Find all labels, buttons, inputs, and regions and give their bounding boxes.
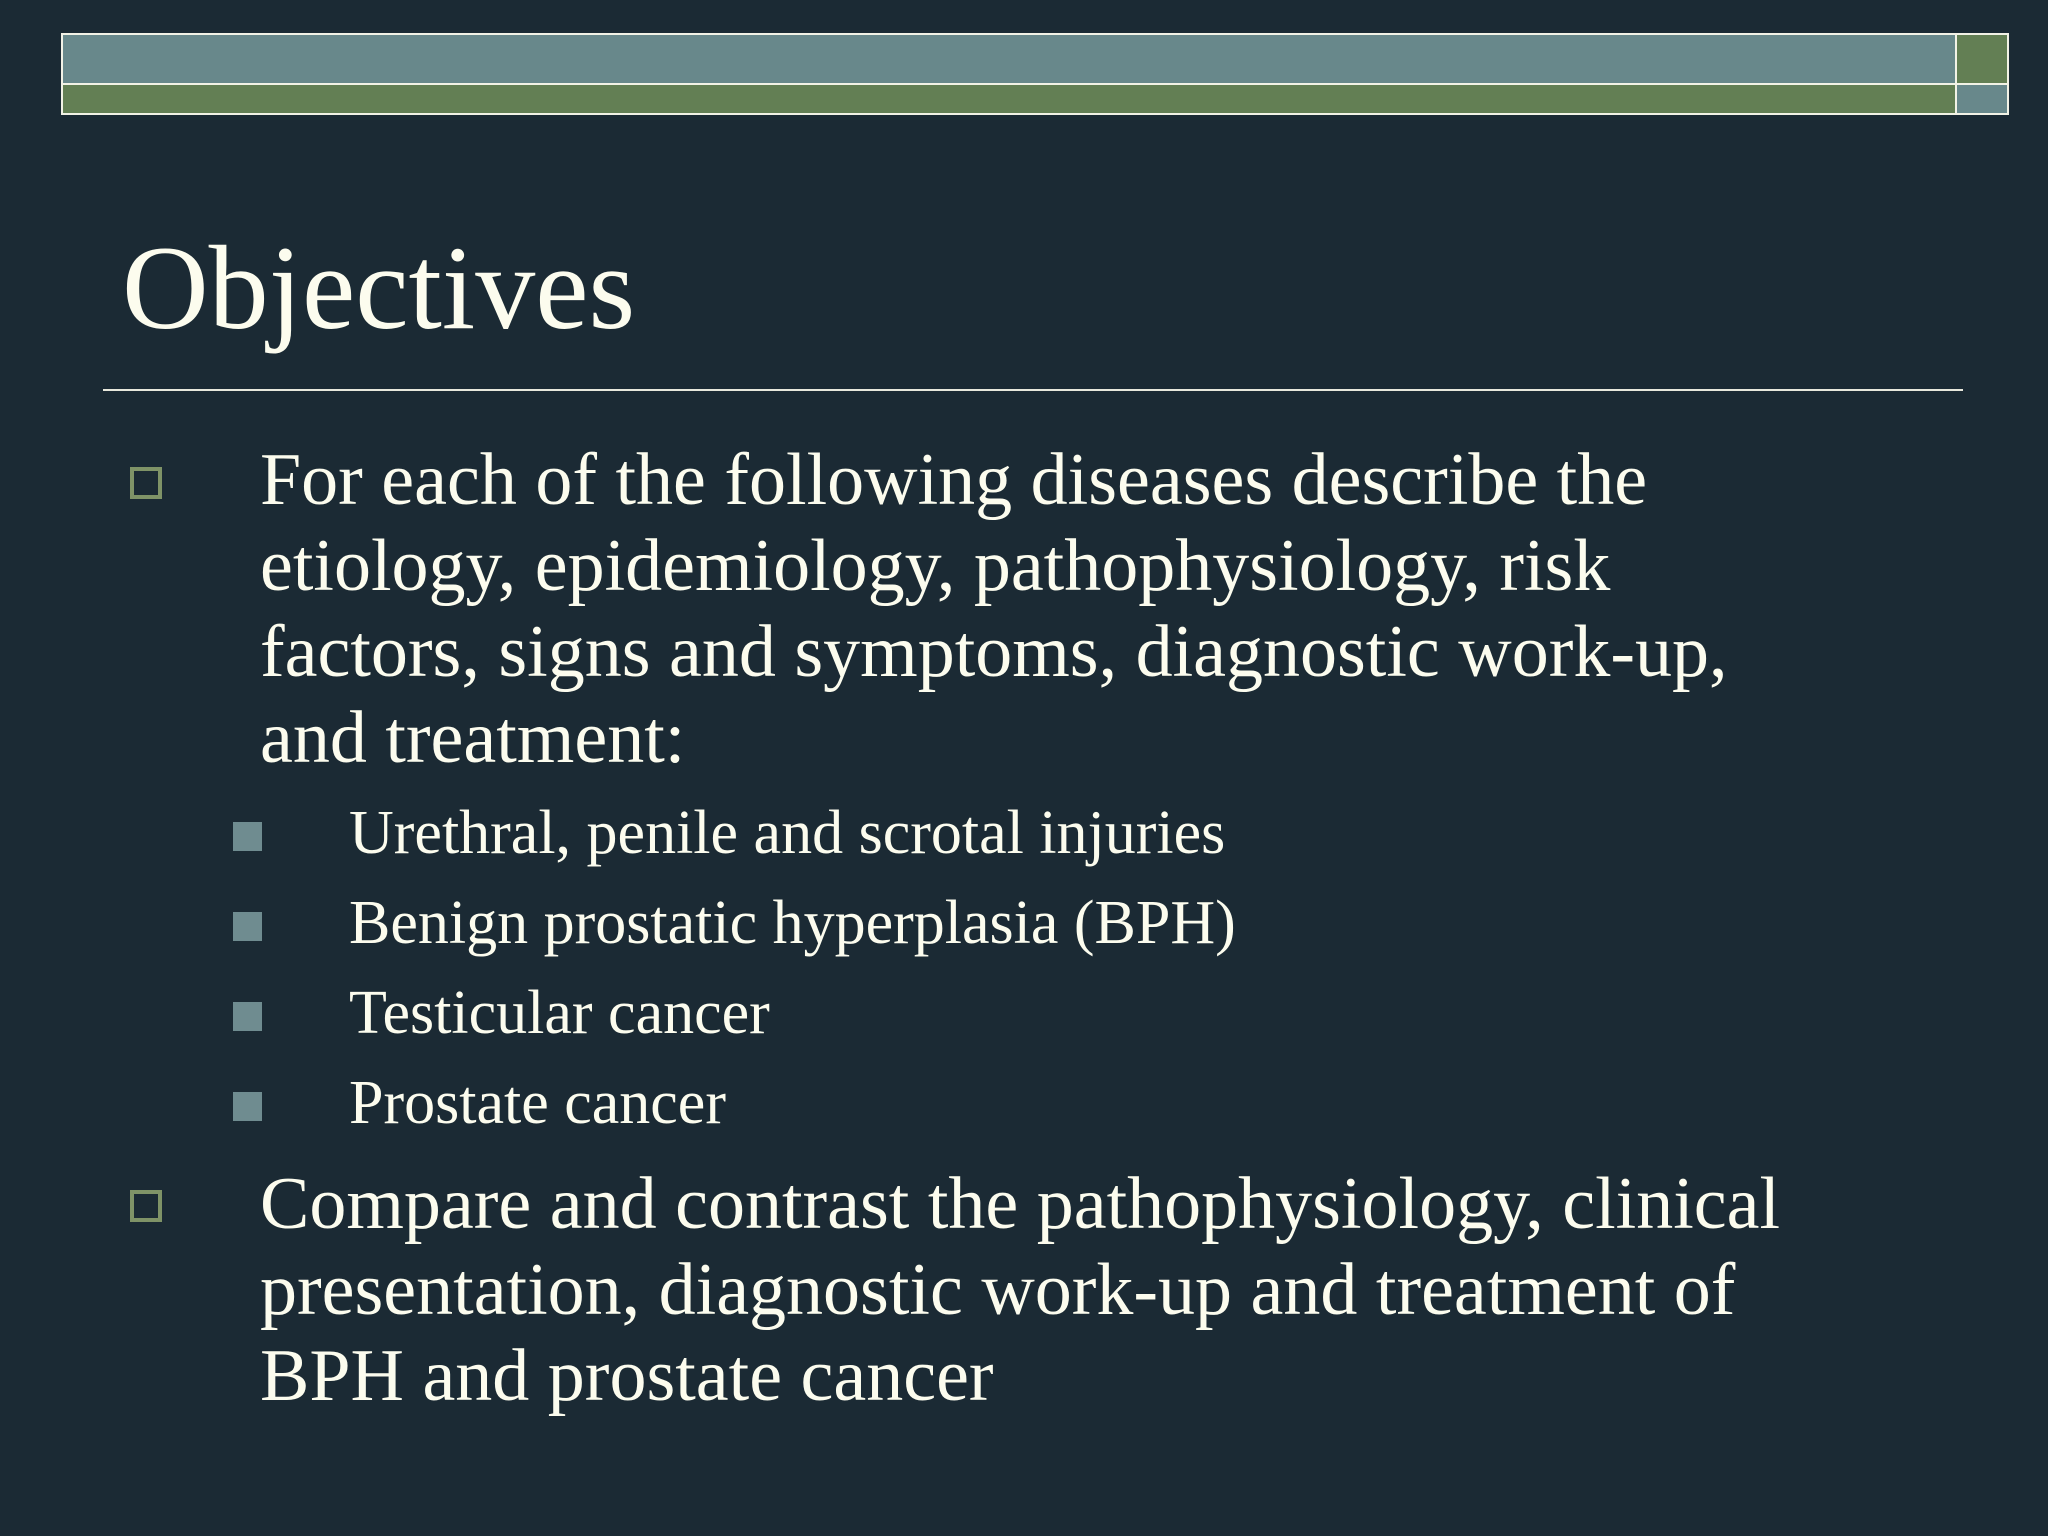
objective-item [260, 1161, 1960, 1419]
header-bar-green [63, 85, 1957, 113]
filled-square-bullet-icon [233, 1092, 262, 1121]
objective-line: For each of the following diseases describe the [260, 439, 1648, 521]
filled-square-bullet-icon [233, 822, 262, 851]
filled-square-bullet-icon [233, 912, 262, 941]
objective-line: BPH and prostate cancer [260, 1335, 994, 1417]
sub-objective-item: Benign prostatic hyperplasia (BPH) [349, 889, 1236, 957]
sub-objective-item: Urethral, penile and scrotal injuries [349, 799, 1226, 867]
title-divider [103, 389, 1963, 391]
slide-title: Objectives [122, 221, 636, 354]
sub-objective-item: Testicular cancer [349, 979, 770, 1047]
objective-item [260, 437, 1960, 781]
filled-square-bullet-icon [233, 1002, 262, 1031]
objective-line: presentation, diagnostic work-up and treatment of [260, 1249, 1736, 1331]
objective-line: and treatment: [260, 697, 686, 779]
objective-line: etiology, epidemiology, pathophysiology, risk [260, 525, 1611, 607]
objective-line: factors, signs and symptoms, diagnostic work-up, [260, 611, 1728, 693]
header-decoration [61, 33, 2009, 115]
header-square-green [1957, 35, 2007, 85]
objective-line: Compare and contrast the pathophysiology, clinical [260, 1163, 1781, 1245]
hollow-square-bullet-icon [130, 1190, 162, 1222]
header-bar-teal [63, 35, 1957, 85]
header-square-teal [1957, 85, 2007, 113]
hollow-square-bullet-icon [130, 467, 162, 499]
sub-objective-item: Prostate cancer [349, 1069, 726, 1137]
